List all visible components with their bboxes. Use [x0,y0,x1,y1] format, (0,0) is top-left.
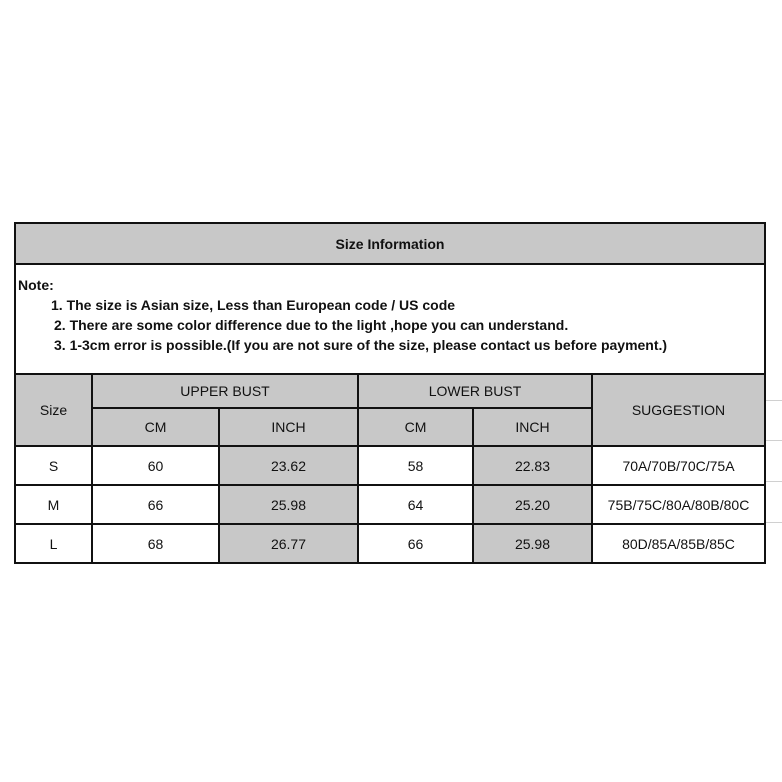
note-item: 2. There are some color difference due to the light ,hope you can understand. [54,317,569,333]
lower-cm-cell: 64 [358,485,473,524]
upper-cm-cell: 68 [92,524,219,563]
suggestion-cell: 75B/75C/80A/80B/80C [592,485,765,524]
size-cell: S [15,446,92,485]
suggestion-cell: 70A/70B/70C/75A [592,446,765,485]
upper-inch-cell: 23.62 [219,446,358,485]
gridline [764,440,782,441]
note [15,264,765,374]
header-inch: INCH [219,408,358,446]
lower-cm-cell: 58 [358,446,473,485]
table-row [15,524,765,563]
header-suggestion: SUGGESTION [592,374,765,446]
header-upper-bust: UPPER BUST [92,374,358,408]
upper-cm-cell: 60 [92,446,219,485]
table-row [15,485,765,524]
lower-inch-cell: 25.98 [473,524,592,563]
size-cell: M [15,485,92,524]
header-cm: CM [358,408,473,446]
note-item: 1. The size is Asian size, Less than European code / US code [51,297,456,313]
size-cell: L [15,524,92,563]
upper-cm-cell: 66 [92,485,219,524]
gridline [764,522,782,523]
header-size: Size [15,374,92,446]
upper-inch-cell: 25.98 [219,485,358,524]
table-title: Size Information [15,223,765,264]
header-cm: CM [92,408,219,446]
gridline [764,400,782,401]
note-item: 3. 1-3cm error is possible.(If you are not sure of the size, please contact us before payment.) [54,337,668,353]
table-row [15,446,765,485]
header-inch: INCH [473,408,592,446]
upper-inch-cell: 26.77 [219,524,358,563]
size-table [14,222,766,564]
header-lower-bust: LOWER BUST [358,374,592,408]
note-label: Note: [18,277,54,293]
gridline [764,481,782,482]
lower-cm-cell: 66 [358,524,473,563]
suggestion-cell: 80D/85A/85B/85C [592,524,765,563]
lower-inch-cell: 25.20 [473,485,592,524]
lower-inch-cell: 22.83 [473,446,592,485]
